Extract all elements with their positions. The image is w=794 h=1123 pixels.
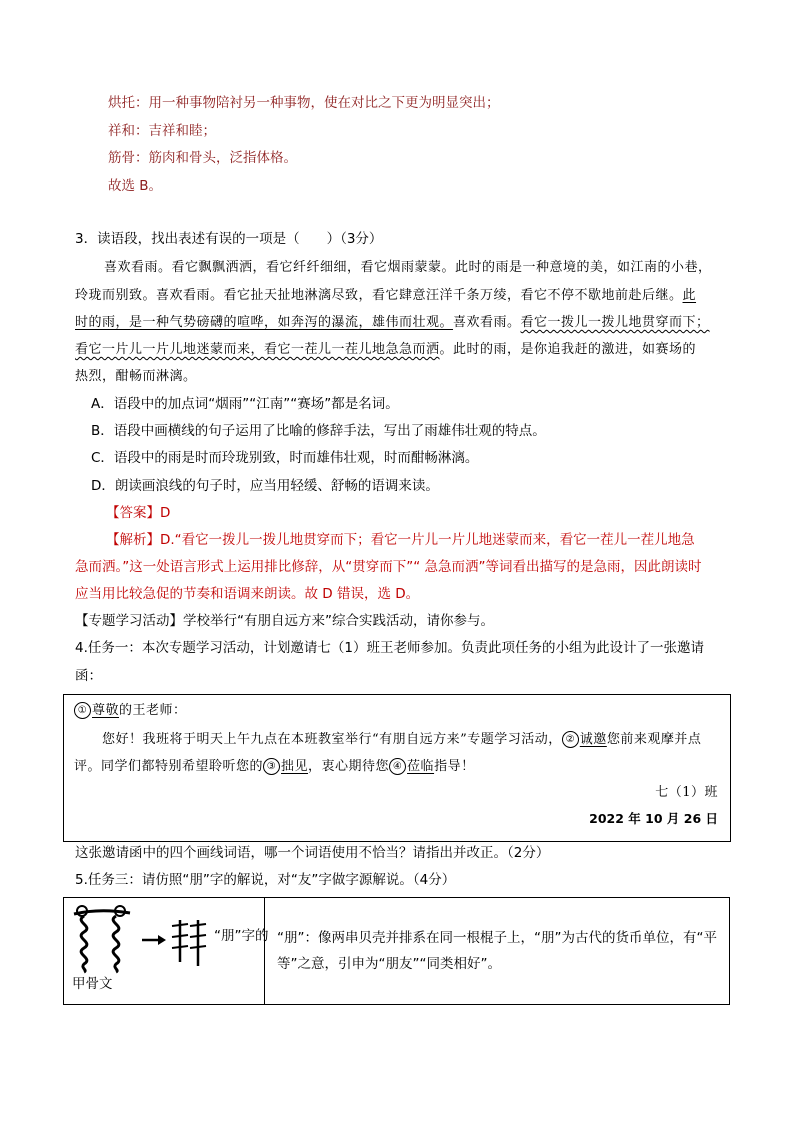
marker-3: ③ xyxy=(263,758,280,775)
q3-passage-line1: 喜欢看雨。看它飘飘洒洒，看它纤纤细细，看它烟雨蒙蒙。此时的雨是一种意境的美，如江南的小巷， xyxy=(104,260,712,275)
letter-body-line1: 您好！我班将于明天上午九点在本班教室举行“有朋自远方来”专题学习活动， ② 诚邀您前来观摩并点 xyxy=(102,732,702,747)
q3-underlined-start: 此 xyxy=(682,288,697,303)
marker-1: ① xyxy=(74,702,91,719)
q4-stem-line1: 4.任务一：本次专题学习活动，计划邀请七（1）班王老师参加。负责此项任务的小组为此设计了一张邀请 xyxy=(75,640,704,656)
letter-signature: 七（1）班 xyxy=(655,785,718,800)
marker-4: ④ xyxy=(389,758,406,775)
q5-left-label: “朋”字的 xyxy=(214,928,269,944)
q3-option-c: C．语段中的雨是时而玲珑别致，时而雄伟壮观，时而酣畅淋漓。 xyxy=(91,450,479,466)
q3-analysis-line2: 急而洒。”这一处语言形式上运用排比修辞，从“贯穿而下”“ 急急而洒”等词看出描写的是急雨，因此朗读时 xyxy=(75,559,702,575)
q3-analysis-line1: 【解析】D.“看它一拨儿一拨儿地贯穿而下；看它一片儿一片儿地迷蒙而来，看它一茬儿一茬儿地急 xyxy=(106,532,695,548)
topic-intro: 【专题学习活动】学校举行“有朋自远方来”综合实践活动，请你参与。 xyxy=(75,613,494,629)
q5-left-cell xyxy=(64,898,269,1005)
explanation-jingu: 筋骨：筋肉和骨头，泛指体格。 xyxy=(108,150,297,166)
q3-analysis-line3: 应当用比较急促的节奏和语调来朗读。故 D 错误，选 D。 xyxy=(75,586,420,602)
letter-word-1: 尊敬 xyxy=(92,703,120,718)
explanation-xianghe: 祥和：吉祥和睦； xyxy=(108,123,216,139)
marker-2: ② xyxy=(562,731,579,748)
letter-word-2: 诚邀 xyxy=(579,732,607,747)
letter-word-4: 莅临 xyxy=(407,759,435,774)
q3-underlined-sentence: 时的雨，是一种气势磅礴的喧哗，如奔泻的瀑流，雄伟而壮观。 xyxy=(75,315,454,330)
q5-right-line1: “朋”：像两串贝壳并排系在同一根棍子上，“朋”为古代的货币单位，有“平 xyxy=(277,930,717,946)
q5-right-cell xyxy=(265,898,730,1005)
q3-passage-line2: 玲珑而别致。喜欢看雨。看它扯天扯地淋漓尽致，看它肆意汪洋千条万绫，看它不停不歇地前赴后继。此 xyxy=(75,288,697,303)
q3-passage-line3: 时的雨，是一种气势磅礴的喧哗，如奔泻的瀑流，雄伟而壮观。喜欢看雨。看它一拨儿一拨儿地贯穿而下； xyxy=(75,315,710,330)
explanation-choice: 故选 B。 xyxy=(108,178,163,194)
explanation-hongtuo: 烘托：用一种事物陪衬另一种事物，使在对比之下更为明显突出； xyxy=(108,95,500,111)
q3-passage-line4: 看它一片儿一片儿地迷蒙而来，看它一茬儿一茬儿地急急而洒。此时的雨，是你追我赶的激进，如赛场的 xyxy=(75,342,697,357)
q3-option-b: B．语段中画横线的句子运用了比喻的修辞手法，写出了雨雄伟壮观的特点。 xyxy=(91,423,546,439)
letter-greeting: ① 尊敬的王老师： xyxy=(74,701,187,721)
q4-prompt: 这张邀请函中的四个画线词语，哪一个词语使用不恰当？请指出并改正。（2分） xyxy=(75,845,550,861)
q4-stem-line2: 函： xyxy=(75,668,102,684)
q3-passage-line5: 热烈，酣畅而淋漓。 xyxy=(75,369,197,384)
q3-wavy-sentence-part1: 看它一拨儿一拨儿地贯穿而下； xyxy=(520,315,710,330)
q3-answer: 【答案】D xyxy=(106,505,171,521)
letter-word-3: 拙见 xyxy=(281,759,309,774)
invitation-letter-box xyxy=(63,694,731,842)
oracle-bone-peng-illustration xyxy=(70,904,220,974)
q5-right-line2: 等”之意，引申为“朋友”“同类相好”。 xyxy=(277,956,502,972)
q5-stem: 5.任务三：请仿照“朋”字的解说，对“友”字做字源解说。（4分） xyxy=(75,872,456,888)
q3-wavy-sentence-part2: 看它一片儿一片儿地迷蒙而来，看它一茬儿一茬儿地急急而洒 xyxy=(75,342,440,357)
q5-table xyxy=(63,897,730,1005)
q3-option-a: A．语段中的加点词“烟雨”“江南”“赛场”都是名词。 xyxy=(91,396,399,412)
letter-date: 2022 年 10 月 26 日 xyxy=(589,811,718,826)
letter-body-line2: 评。同学们都特别希望聆听您的 ③ 拙见，衷心期待您 ④ 莅临指导！ xyxy=(74,759,475,774)
q5-left-label-2: 甲骨文 xyxy=(72,976,113,992)
q3-option-d: D．朗读画浪线的句子时，应当用轻缓、舒畅的语调来读。 xyxy=(91,478,439,494)
q3-stem: 3．读语段，找出表述有误的一项是（ ）（3分） xyxy=(75,231,383,247)
